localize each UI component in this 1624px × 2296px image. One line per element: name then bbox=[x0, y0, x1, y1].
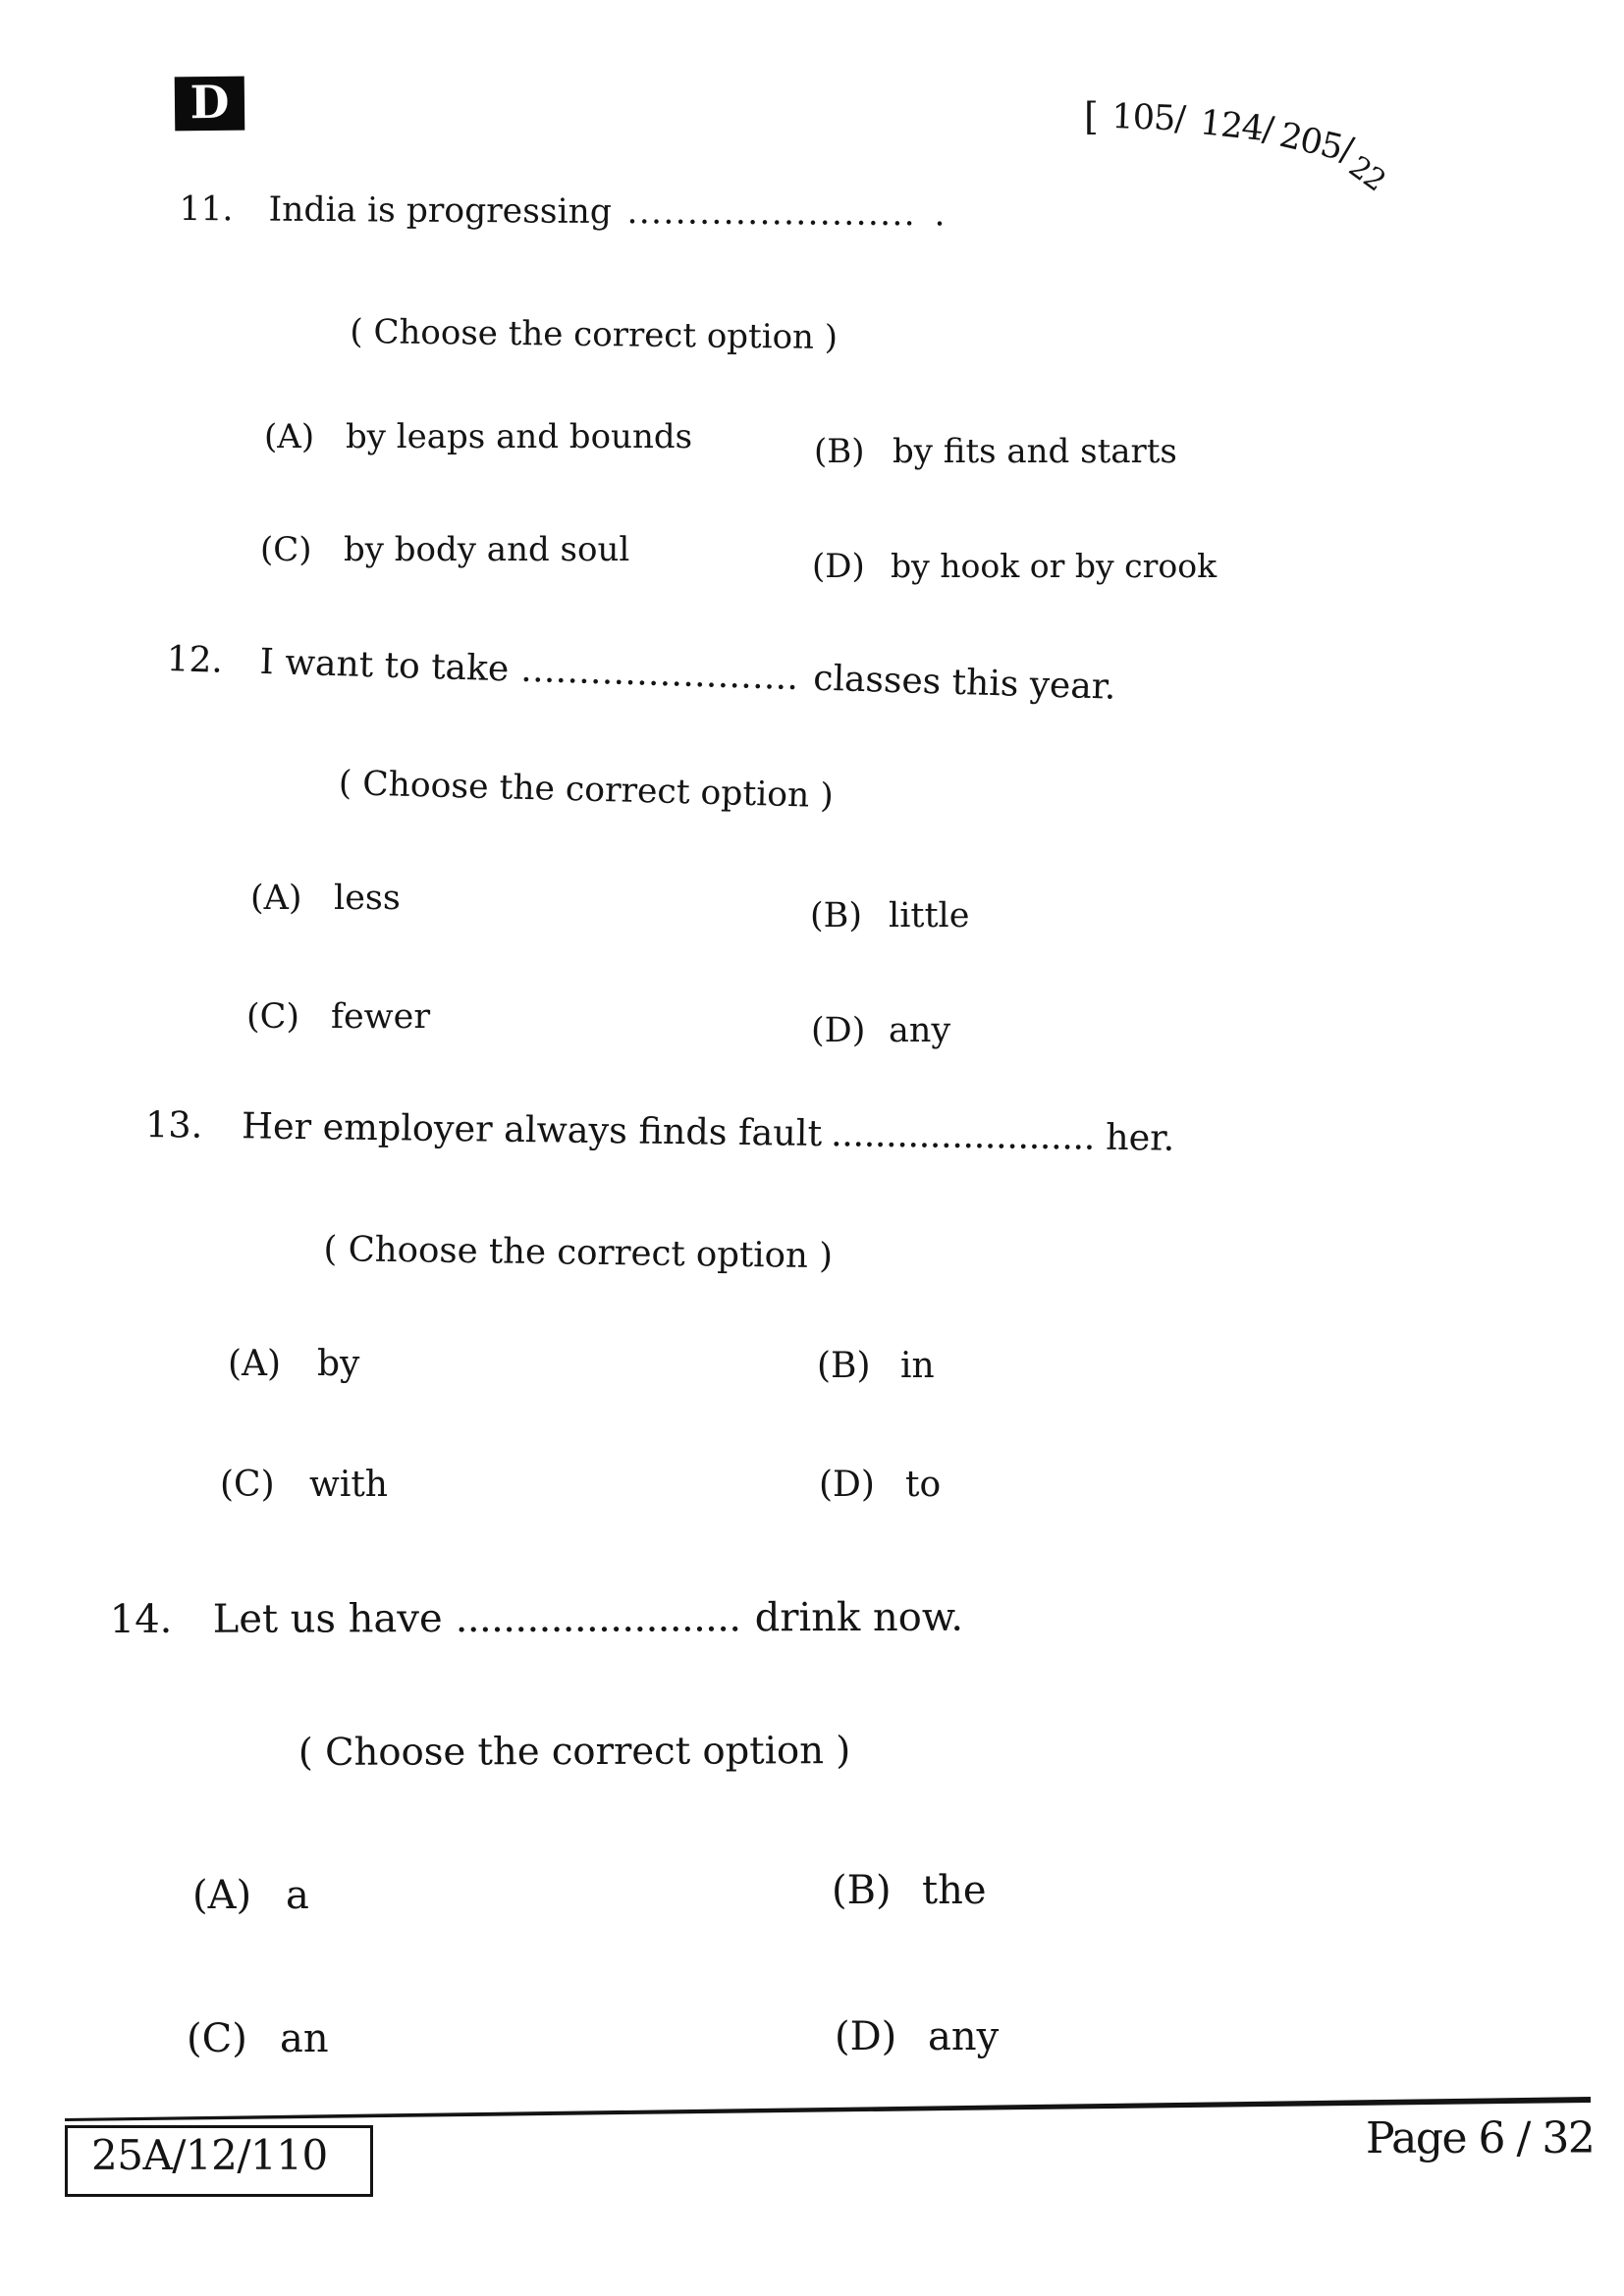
footer-code: 25A/12/110 bbox=[91, 2131, 328, 2179]
question-number: 14. bbox=[109, 1596, 173, 1643]
option-text: in bbox=[900, 1346, 935, 1386]
answer-blank: ........................ bbox=[830, 1112, 1096, 1158]
option-text: any bbox=[889, 1011, 951, 1050]
option-label: (A) bbox=[264, 417, 315, 456]
page-number: Page 6 / 32 bbox=[1366, 2113, 1595, 2163]
question-number: 11. bbox=[179, 189, 234, 230]
option-text: with bbox=[309, 1465, 388, 1505]
instruction-text: ( Choose the correct option ) bbox=[350, 312, 839, 358]
option-label: (D) bbox=[811, 1011, 866, 1050]
instruction-text: ( Choose the correct option ) bbox=[323, 1229, 834, 1277]
option-label: (D) bbox=[812, 547, 865, 586]
instruction-text: ( Choose the correct option ) bbox=[338, 764, 835, 817]
paper-code-part: 205/ bbox=[1275, 115, 1357, 171]
question-text-end: classes this year. bbox=[812, 658, 1117, 708]
option-text: to bbox=[905, 1465, 942, 1505]
question-text: Her employer always finds fault bbox=[241, 1104, 823, 1155]
option-text: fewer bbox=[331, 997, 431, 1037]
question-text-end: her. bbox=[1105, 1115, 1175, 1159]
option-label: (C) bbox=[246, 997, 300, 1037]
option-text: an bbox=[280, 2016, 329, 2061]
option-text: by hook or by crook bbox=[891, 547, 1218, 585]
option-text: by fits and starts bbox=[893, 432, 1177, 471]
option-label: (B) bbox=[832, 1868, 892, 1913]
paper-code-bracket: [ bbox=[1084, 95, 1098, 138]
option-label: (A) bbox=[228, 1344, 282, 1384]
option-label: (A) bbox=[192, 1873, 252, 1918]
option-text: the bbox=[922, 1868, 987, 1913]
option-text: by bbox=[317, 1344, 360, 1384]
option-label: (B) bbox=[810, 896, 863, 935]
option-label: (A) bbox=[250, 879, 302, 918]
question-text-end: . bbox=[934, 194, 946, 235]
answer-blank: ........................ bbox=[519, 649, 800, 699]
option-text: less bbox=[334, 879, 401, 918]
paper-code-part: 105/ bbox=[1110, 97, 1186, 139]
option-text: by body and soul bbox=[344, 530, 630, 569]
question-text: Let us have bbox=[212, 1596, 443, 1642]
option-label: (B) bbox=[817, 1346, 871, 1386]
option-text: by leaps and bounds bbox=[346, 417, 693, 456]
answer-blank: ........................ bbox=[626, 192, 917, 235]
question-number: 13. bbox=[144, 1103, 203, 1147]
option-label: (C) bbox=[220, 1465, 275, 1505]
option-label: (C) bbox=[260, 530, 312, 569]
option-label: (C) bbox=[187, 2016, 247, 2061]
option-text: any bbox=[928, 2014, 1000, 2059]
question-number: 12. bbox=[166, 639, 224, 681]
option-label: (D) bbox=[835, 2014, 897, 2059]
answer-blank: ........................ bbox=[455, 1595, 741, 1642]
question-text: I want to take bbox=[259, 641, 510, 690]
option-label: (B) bbox=[814, 432, 865, 471]
paper-code-part: 22 bbox=[1342, 149, 1392, 199]
question-text-end: drink now. bbox=[754, 1594, 964, 1641]
question-text: India is progressing bbox=[268, 189, 613, 233]
question-set-letter: D bbox=[189, 75, 230, 129]
option-text: a bbox=[286, 1873, 309, 1918]
paper-code-part: 124/ bbox=[1198, 103, 1275, 150]
option-label: (D) bbox=[819, 1465, 875, 1505]
instruction-text: ( Choose the correct option ) bbox=[298, 1729, 851, 1776]
option-text: little bbox=[889, 896, 970, 935]
